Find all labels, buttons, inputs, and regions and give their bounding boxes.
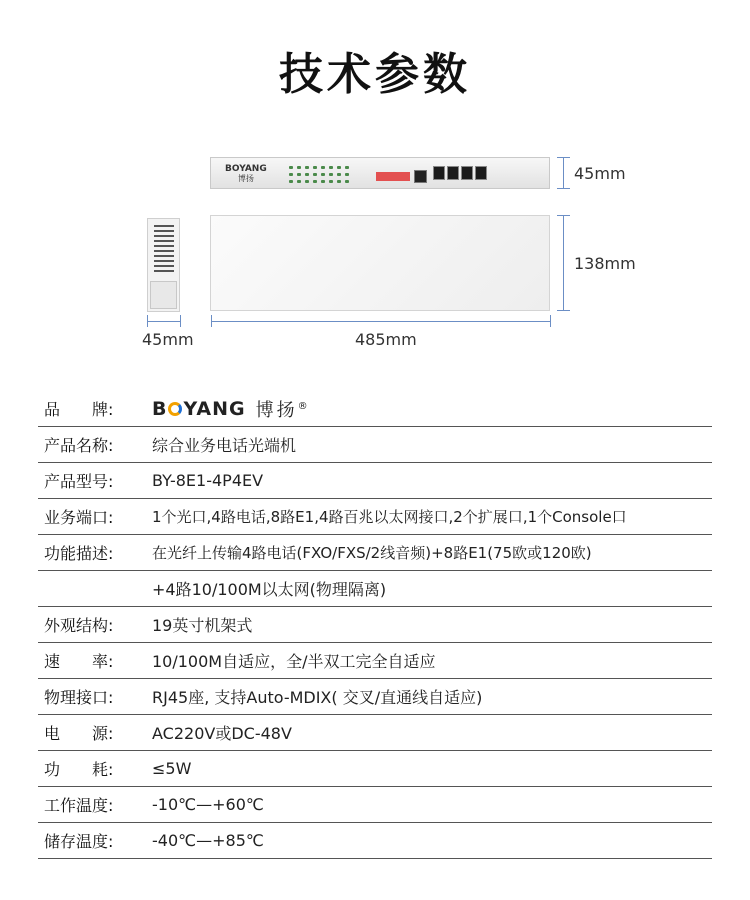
dim-front-height: 45mm [574,164,626,183]
mounting-bracket [150,281,177,309]
spec-row [38,643,712,679]
spec-row [38,787,712,823]
spec-row [38,571,712,607]
spec-label: 品 牌: [44,400,114,419]
brand-logo-o-icon [168,402,182,416]
spec-label: 业务端口: [44,508,114,527]
spec-value: 1个光口,4路电话,8路E1,4路百兆以太网接口,2个扩展口,1个Console口 [152,508,627,526]
spec-value: 综合业务电话光端机 [152,436,297,455]
dim-width: 485mm [355,330,417,349]
dim-line-front-height [563,157,564,189]
ethernet-port [433,166,445,180]
device-logo-cn: 博扬 [237,174,254,183]
device-front-panel [210,157,550,189]
spec-row [38,715,712,751]
spec-label: 产品名称: [44,436,114,455]
device-logo-text: BOYANG [225,164,267,174]
spec-label: 产品型号: [44,472,114,491]
spec-row [38,427,712,463]
ethernet-port [447,166,459,180]
spec-table [38,391,712,859]
spec-label: 电 源: [44,724,114,743]
spec-label: 物理接口: [44,688,114,707]
spec-value: RJ45座, 支持Auto-MDIX( 交叉/直通线自适应) [152,688,483,707]
device-top-view [210,215,550,311]
spec-row-brand [38,391,712,427]
spec-label: 储存温度: [44,832,114,851]
spec-label: 功能描述: [44,544,114,563]
dim-depth: 138mm [574,254,636,273]
dip-switch [376,172,410,181]
ethernet-port [475,166,487,180]
spec-value: -10℃—+60℃ [152,795,264,814]
spec-value: ≤5W [152,759,192,778]
spec-value: 10/100M自适应，全/半双工完全自适应 [152,652,436,671]
spec-value: AC220V或DC-48V [152,724,292,743]
spec-value: BY-8E1-4P4EV [152,471,264,490]
spec-label: 功 耗: [44,760,114,779]
spec-row [38,463,712,499]
brand-value [150,396,712,422]
spec-row [38,535,712,571]
spec-row [38,823,712,859]
spec-value: -40℃—+85℃ [152,831,264,850]
dim-line-depth [563,215,564,311]
dim-side-width: 45mm [142,330,194,349]
spec-value: +4路10/100M以太网(物理隔离) [152,580,387,599]
spec-row [38,607,712,643]
device-side-view [147,218,180,312]
spec-row [38,679,712,715]
spec-label: 工作温度: [44,796,114,815]
dim-line-side-width [147,321,180,322]
dim-line-width [211,321,550,322]
spec-row [38,751,712,787]
spec-value: 在光纤上传输4路电话(FXO/FXS/2线音频)+8路E1(75欧或120欧) [152,544,592,562]
console-port [414,170,427,183]
page-title: 技术参数 [279,49,471,100]
led-indicator-grid [289,166,351,185]
ethernet-port [461,166,473,180]
brand-logo: B YANG [152,397,246,420]
spec-row [38,499,712,535]
brand-cn: 博扬® [255,399,311,421]
spec-label: 速 率: [44,652,114,671]
spec-label: 外观结构: [44,616,114,635]
device-logo [225,164,267,184]
spec-value: 19英寸机架式 [152,616,253,635]
